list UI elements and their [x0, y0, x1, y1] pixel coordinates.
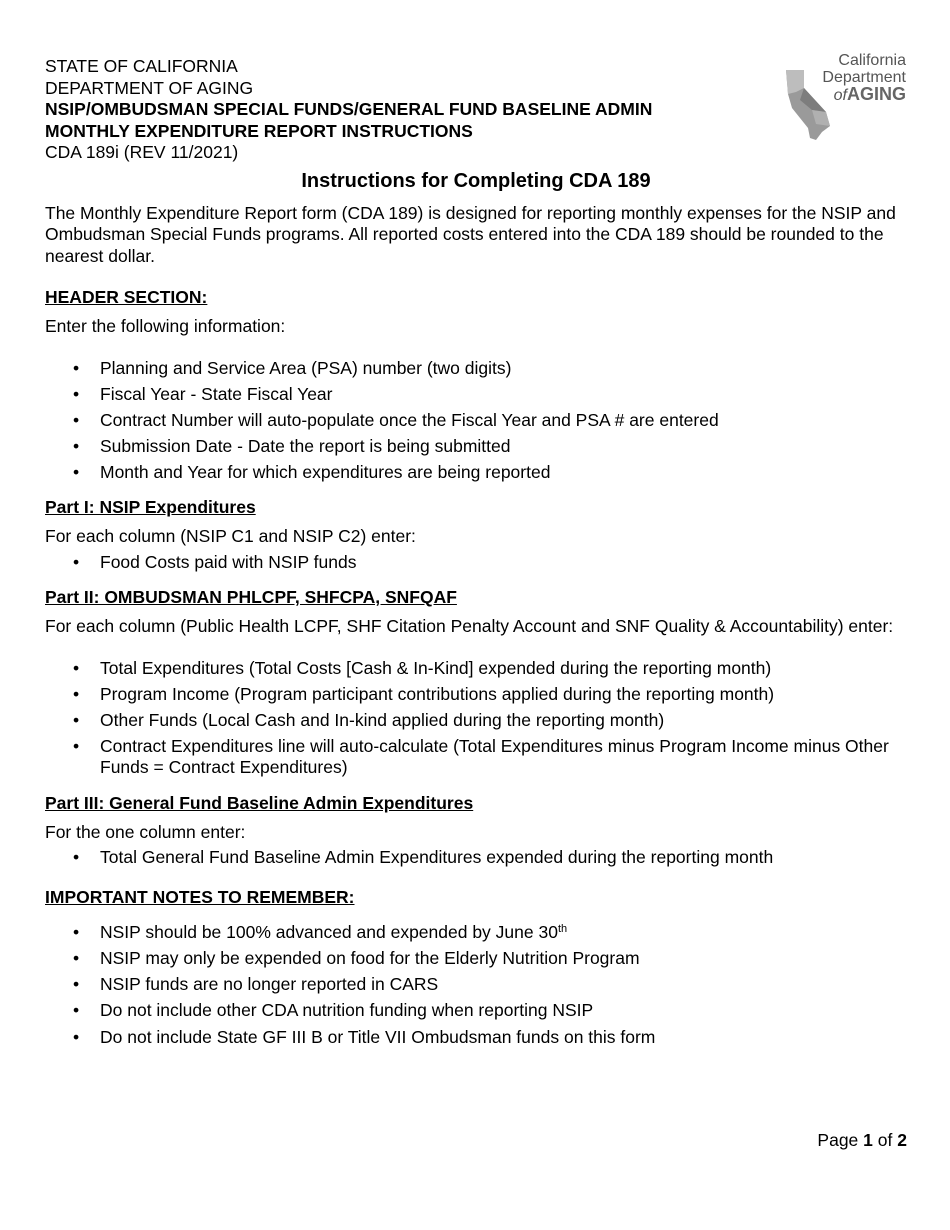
- list-item: • Do not include other CDA nutrition funding when reporting NSIP: [73, 999, 594, 1020]
- list-item: • Contract Expenditures line will auto-calculate (Total Expenditures minus Program Income minus Other Funds = Contract Expenditures): [73, 735, 889, 777]
- logo-aging: AGING: [846, 84, 906, 104]
- part3-heading: Part III: General Fund Baseline Admin Expenditures: [45, 792, 474, 813]
- notes-heading: IMPORTANT NOTES TO REMEMBER:: [45, 886, 355, 907]
- list-item: • Program Income (Program participant contributions applied during the reporting month): [73, 683, 775, 704]
- list-item: • NSIP funds are no longer reported in CARS: [73, 973, 439, 994]
- part2-heading: Part II: OMBUDSMAN PHLCPF, SHFCPA, SNFQAF: [45, 587, 457, 607]
- part1-lead: For each column (NSIP C1 and NSIP C2) enter:: [45, 526, 416, 546]
- document-page: [45, 56, 907, 1053]
- part3-list: [45, 847, 907, 869]
- list-item: • Food Costs paid with NSIP funds: [73, 551, 357, 572]
- list-item: • NSIP should be 100% advanced and expended by June 30th: [73, 921, 568, 942]
- list-item: • Fiscal Year - State Fiscal Year: [73, 383, 333, 404]
- form-number: CDA 189i (REV 11/2021): [45, 142, 239, 162]
- header-section-list: [45, 358, 907, 484]
- header-section-heading: HEADER SECTION:: [45, 287, 208, 307]
- list-item: • Total General Fund Baseline Admin Expenditures expended during the reporting month: [73, 847, 774, 867]
- logo-line-2: Department: [822, 69, 906, 86]
- intro-paragraph: The Monthly Expenditure Report form (CDA 189) is designed for reporting monthly expenses for the NSIP and Ombudsman Special Funds programs. All reported costs entered into the CDA 189 should be rounded to the nearest dollar.: [45, 202, 896, 266]
- notes-list: [45, 922, 907, 1049]
- part2-list: [45, 658, 907, 779]
- part2-lead: For each column (Public Health LCPF, SHF Citation Penalty Account and SNF Quality & Accountability) enter:: [45, 616, 894, 636]
- part1-list: [45, 552, 907, 574]
- list-item: • Submission Date - Date the report is being submitted: [73, 435, 511, 456]
- header-state: STATE OF CALIFORNIA: [45, 56, 238, 76]
- part3-lead: For the one column enter:: [45, 821, 246, 842]
- logo-of: of: [833, 87, 847, 104]
- list-item: • NSIP may only be expended on food for the Elderly Nutrition Program: [73, 947, 640, 968]
- list-item: • Other Funds (Local Cash and In-kind applied during the reporting month): [73, 709, 665, 730]
- list-item: • Planning and Service Area (PSA) number (two digits): [73, 357, 512, 378]
- header-report-title-1: NSIP/OMBUDSMAN SPECIAL FUNDS/GENERAL FUND BASELINE ADMIN: [45, 99, 653, 119]
- list-item: • Total Expenditures (Total Costs [Cash & In-Kind] expended during the reporting month): [73, 657, 772, 678]
- part1-heading: Part I: NSIP Expenditures: [45, 497, 256, 517]
- page-number: Page 1 of 2: [817, 1130, 907, 1150]
- page-title: Instructions for Completing CDA 189: [301, 169, 651, 192]
- list-item: • Do not include State GF III B or Title VII Ombudsman funds on this form: [73, 1027, 656, 1047]
- list-item: • Contract Number will auto-populate once the Fiscal Year and PSA # are entered: [73, 409, 719, 430]
- header-report-title-2: MONTHLY EXPENDITURE REPORT INSTRUCTIONS: [45, 120, 473, 141]
- header-section-lead: Enter the following information:: [45, 316, 286, 336]
- logo-line-1: California: [838, 52, 906, 69]
- header-department: DEPARTMENT OF AGING: [45, 77, 254, 98]
- list-item: • Month and Year for which expenditures are being reported: [73, 461, 551, 482]
